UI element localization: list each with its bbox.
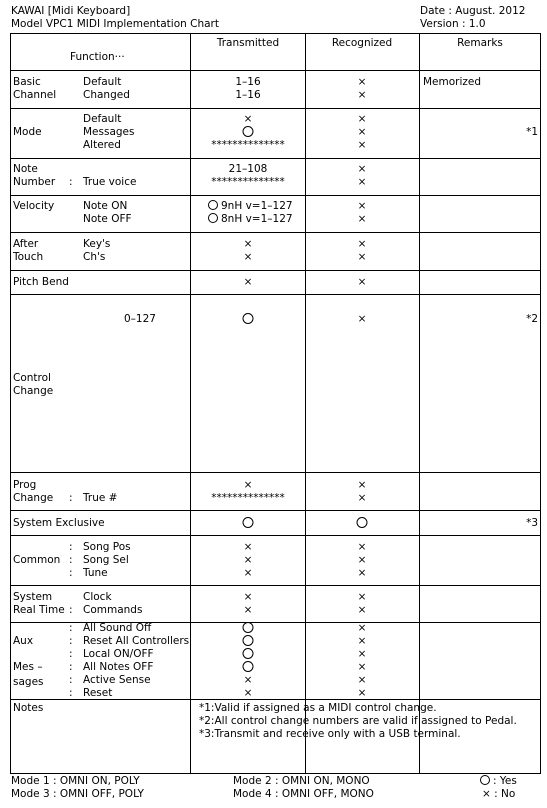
note-label: Note xyxy=(13,163,38,175)
system-exclusive-label: System Exclusive xyxy=(13,517,105,529)
yes-circle-icon xyxy=(243,126,254,139)
mes-label: Mes – xyxy=(13,661,43,673)
no-mark: × xyxy=(243,238,253,250)
note-line-3: *3:Transmit and receive only with a USB terminal. xyxy=(199,728,461,740)
colon: : xyxy=(69,622,73,634)
aux-item-all-sound-off: All Sound Off xyxy=(83,622,152,634)
colon: : xyxy=(69,674,73,686)
no-mark: × xyxy=(357,541,367,553)
colon: : xyxy=(69,687,73,699)
song-pos-label: Song Pos xyxy=(83,541,131,553)
no-mark: × xyxy=(357,89,367,101)
touch-label: Touch xyxy=(13,251,44,263)
clock-label: Clock xyxy=(83,591,112,603)
colon: : xyxy=(69,661,73,673)
colon: : xyxy=(69,554,73,566)
colon: : xyxy=(69,648,73,660)
mode-3-legend: Mode 3 : OMNI OFF, POLY xyxy=(11,788,144,800)
colon: : xyxy=(69,541,73,553)
after-label: After xyxy=(13,238,39,250)
pitch-bend-label: Pitch Bend xyxy=(13,276,69,288)
header-remarks: Remarks xyxy=(457,37,503,49)
real-time-label: Real Time xyxy=(13,604,65,616)
row-divider xyxy=(10,510,541,511)
keys-label: Key's xyxy=(83,238,111,250)
song-sel-label: Song Sel xyxy=(83,554,129,566)
header-recognized: Recognized xyxy=(331,37,393,49)
row-divider xyxy=(10,158,541,159)
mode-messages-label: Messages xyxy=(83,126,135,138)
not-applicable-stars: ************** xyxy=(211,492,285,504)
manufacturer-title: KAWAI [Midi Keyboard] xyxy=(11,5,131,17)
row-divider xyxy=(10,195,541,196)
no-mark: × xyxy=(243,113,253,125)
yes-legend-text: : Yes xyxy=(493,775,517,787)
velocity-off-value: 8nH v=1–127 xyxy=(221,213,293,225)
mode-remark: *1 xyxy=(526,126,538,138)
no-mark: × xyxy=(243,591,253,603)
no-mark: × xyxy=(357,554,367,566)
not-applicable-stars: ************** xyxy=(211,176,285,188)
row-divider xyxy=(10,70,541,71)
row-divider xyxy=(10,270,541,271)
yes-circle-icon xyxy=(208,200,218,210)
no-mark: × xyxy=(357,238,367,250)
no-mark: × xyxy=(243,554,253,566)
no-mark: × xyxy=(357,200,367,212)
yes-circle-icon xyxy=(357,517,368,530)
no-mark: × xyxy=(357,213,367,225)
note-on-label: Note ON xyxy=(83,200,128,212)
yes-circle-icon xyxy=(480,775,490,785)
chart-title: Model VPC1 MIDI Implementation Chart xyxy=(11,18,219,30)
common-label: Common xyxy=(13,554,61,566)
no-mark: × xyxy=(243,479,253,491)
notes-label: Notes xyxy=(13,702,44,714)
colon: : xyxy=(69,492,73,504)
change-label: Change xyxy=(13,385,54,397)
no-mark: × xyxy=(357,687,367,699)
no-mark: × xyxy=(357,591,367,603)
true-voice-label: True voice xyxy=(83,176,137,188)
mode-label: Mode xyxy=(13,126,42,138)
no-mark: × xyxy=(243,567,253,579)
colon: : xyxy=(69,567,73,579)
basic-default-transmitted: 1–16 xyxy=(235,76,261,88)
colon: : xyxy=(69,604,73,616)
row-divider xyxy=(10,108,541,109)
control-label: Control xyxy=(13,372,51,384)
row-divider xyxy=(10,294,541,295)
basic-changed-transmitted: 1–16 xyxy=(235,89,261,101)
velocity-on-value: 9nH v=1–127 xyxy=(221,200,293,212)
version-label: Version : 1.0 xyxy=(420,18,486,30)
yes-circle-icon xyxy=(243,648,254,661)
no-mark: × xyxy=(357,163,367,175)
yes-circle-icon xyxy=(208,213,218,223)
velocity-on-transmitted xyxy=(208,200,293,212)
yes-circle-icon xyxy=(243,517,254,530)
row-divider xyxy=(10,585,541,586)
no-mark: × xyxy=(357,674,367,686)
prog-label: Prog xyxy=(13,479,37,491)
aux-item-reset-all-controllers: Reset All Controllers xyxy=(83,635,190,647)
aux-item-reset: Reset xyxy=(83,687,113,699)
mode-2-legend: Mode 2 : OMNI ON, MONO xyxy=(233,775,370,787)
no-mark: × xyxy=(243,251,253,263)
mode-default-label: Default xyxy=(83,113,122,125)
no-mark: × xyxy=(357,139,367,151)
basic-remark: Memorized xyxy=(423,76,482,88)
header-function: Function··· xyxy=(70,51,125,63)
note-off-label: Note OFF xyxy=(83,213,132,225)
col-divider-3 xyxy=(419,33,420,774)
row-divider xyxy=(10,535,541,536)
mode-4-legend: Mode 4 : OMNI OFF, MONO xyxy=(233,788,374,800)
mode-altered-label: Altered xyxy=(83,139,121,151)
no-mark: × xyxy=(357,313,367,325)
no-mark: × xyxy=(243,604,253,616)
no-mark: × xyxy=(357,176,367,188)
basic-label: Basic xyxy=(13,76,41,88)
velocity-off-transmitted xyxy=(208,213,293,225)
system-label: System xyxy=(13,591,53,603)
aux-item-all-notes-off: All Notes OFF xyxy=(83,661,154,673)
no-legend: × : No xyxy=(482,788,516,800)
aux-item-local-on-off: Local ON/OFF xyxy=(83,648,154,660)
yes-circle-icon xyxy=(243,661,254,674)
basic-default-label: Default xyxy=(83,76,122,88)
colon: : xyxy=(69,635,73,647)
row-divider xyxy=(10,232,541,233)
number-label: Number xyxy=(13,176,56,188)
yes-circle-icon xyxy=(243,635,254,648)
commands-label: Commands xyxy=(83,604,143,616)
no-mark: × xyxy=(357,126,367,138)
note-line-2: *2:All control change numbers are valid if assigned to Pedal. xyxy=(199,715,517,727)
no-mark: × xyxy=(357,661,367,673)
no-mark: × xyxy=(243,674,253,686)
no-mark: × xyxy=(357,276,367,288)
aux-label: Aux xyxy=(13,635,34,647)
colon: : xyxy=(69,176,73,188)
yes-legend xyxy=(480,775,517,787)
not-applicable-stars: ************** xyxy=(211,139,285,151)
chs-label: Ch's xyxy=(83,251,106,263)
no-mark: × xyxy=(243,541,253,553)
no-mark: × xyxy=(357,604,367,616)
no-mark: × xyxy=(243,276,253,288)
control-range: 0–127 xyxy=(124,313,156,325)
mode-1-legend: Mode 1 : OMNI ON, POLY xyxy=(11,775,140,787)
no-mark: × xyxy=(357,648,367,660)
velocity-label: Velocity xyxy=(13,200,55,212)
note-line-1: *1:Valid if assigned as a MIDI control change. xyxy=(199,702,437,714)
row-divider xyxy=(10,472,541,473)
no-mark: × xyxy=(357,635,367,647)
no-mark: × xyxy=(357,622,367,634)
aux-item-active-sense: Active Sense xyxy=(83,674,151,686)
yes-circle-icon xyxy=(243,622,254,635)
basic-changed-label: Changed xyxy=(83,89,130,101)
header-transmitted: Transmitted xyxy=(216,37,280,49)
sysex-remark: *3 xyxy=(526,517,538,529)
true-number-label: True # xyxy=(83,492,118,504)
row-divider xyxy=(10,699,541,700)
no-mark: × xyxy=(357,479,367,491)
no-mark: × xyxy=(357,492,367,504)
control-remark: *2 xyxy=(526,313,538,325)
no-mark: × xyxy=(357,251,367,263)
no-mark: × xyxy=(357,113,367,125)
no-mark: × xyxy=(357,567,367,579)
date-label: Date : August. 2012 xyxy=(420,5,526,17)
no-mark: × xyxy=(357,76,367,88)
col-divider-1 xyxy=(190,33,191,774)
note-range-transmitted: 21–108 xyxy=(228,163,268,175)
channel-label: Channel xyxy=(13,89,57,101)
yes-circle-icon xyxy=(243,313,254,326)
no-mark: × xyxy=(243,687,253,699)
sages-label: sages xyxy=(13,676,44,688)
tune-label: Tune xyxy=(83,567,108,579)
col-divider-2 xyxy=(305,33,306,774)
prog-change-label: Change xyxy=(13,492,54,504)
